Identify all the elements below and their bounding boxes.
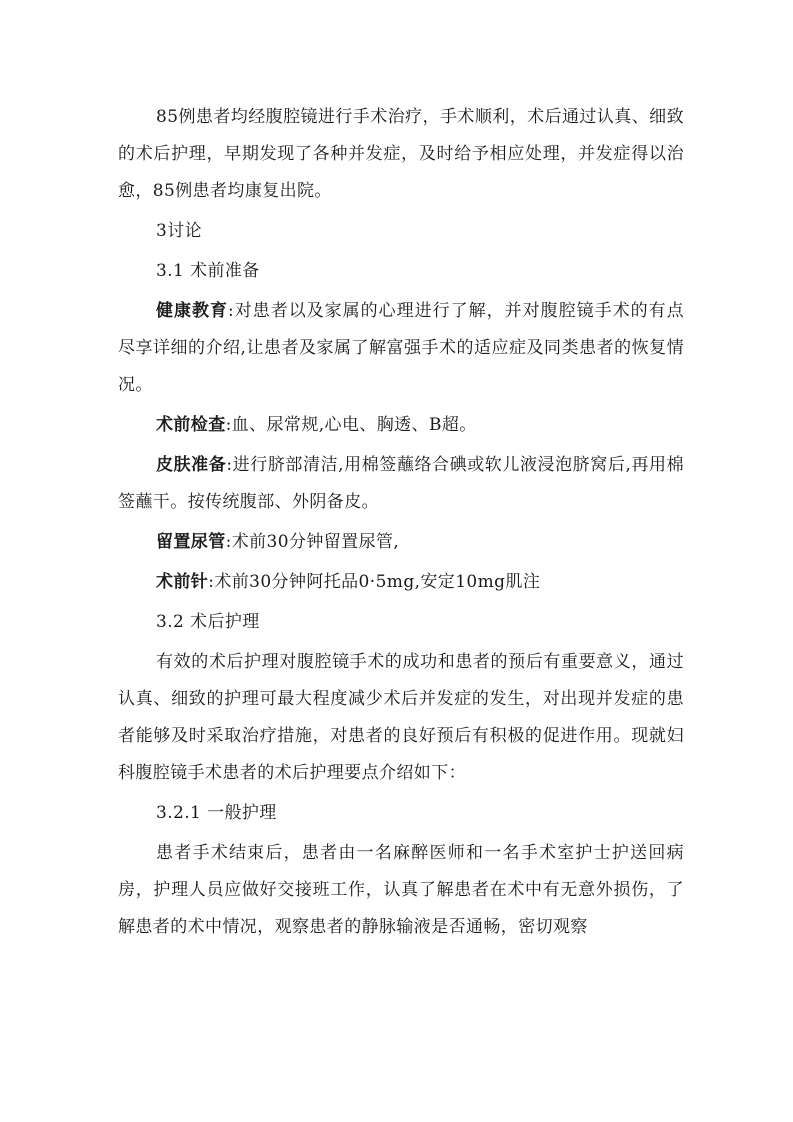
section-heading-postop: 3.2 术后护理 xyxy=(156,612,260,632)
section-heading-general-care: 3.2.1 一般护理 xyxy=(156,803,277,823)
item-term: 术前检查 xyxy=(156,415,226,435)
preop-item-skin-preparation xyxy=(118,447,684,521)
section-heading-discussion: 3讨论 xyxy=(156,221,203,241)
item-text: :术前30分钟阿托品0·5mg,安定10mg肌注 xyxy=(208,572,541,592)
item-text: :进行脐部清洁,用棉签蘸络合碘或软儿液浸泡脐窝后,再用棉签蘸干。按传统腹部、外阴备皮。 xyxy=(118,455,685,512)
general-care-paragraph: 患者手术结束后，患者由一名麻醉医师和一名手术室护士护送回病房，护理人员应做好交接班工作，认真了解患者在术中有无意外损伤，了解患者的术中情况，观察患者的静脉输液是否通畅，密切观察 xyxy=(118,843,684,937)
document-body xyxy=(118,99,684,949)
item-text: :血、尿常规,心电、胸透、B超。 xyxy=(225,415,477,435)
item-text: :对患者以及家属的心理进行了解，并对腹腔镜手术的有点尽享详细的介绍,让患者及家属了解富强手术的适应症及同类患者的恢复情况。 xyxy=(118,301,684,395)
item-term: 健康教育 xyxy=(156,301,228,321)
item-term: 留置尿管 xyxy=(156,532,226,552)
item-term: 术前针 xyxy=(156,572,209,592)
preop-item-premedication xyxy=(118,564,684,601)
item-text: :术前30分钟留置尿管, xyxy=(225,532,400,552)
results-paragraph: 85例患者均经腹腔镜进行手术治疗，手术顺利，术后通过认真、细致的术后护理，早期发现了各种并发症，及时给予相应处理，并发症得以治愈，85例患者均康复出院。 xyxy=(118,107,684,201)
item-term: 皮肤准备 xyxy=(156,455,227,475)
preop-item-health-education xyxy=(118,293,684,404)
postop-intro-paragraph: 有效的术后护理对腹腔镜手术的成功和患者的预后有重要意义，通过认真、细致的护理可最大程度减少术后并发症的发生，对出现并发症的患者能够及时采取治疗措施，对患者的良好预后有积极的促进作用。现就妇科腹腔镜手术患者的术后护理要点介绍如下： xyxy=(118,652,684,783)
section-heading-preop: 3.1 术前准备 xyxy=(156,261,260,281)
preop-item-urinary-catheter xyxy=(118,524,684,561)
preop-item-examination xyxy=(118,407,684,444)
